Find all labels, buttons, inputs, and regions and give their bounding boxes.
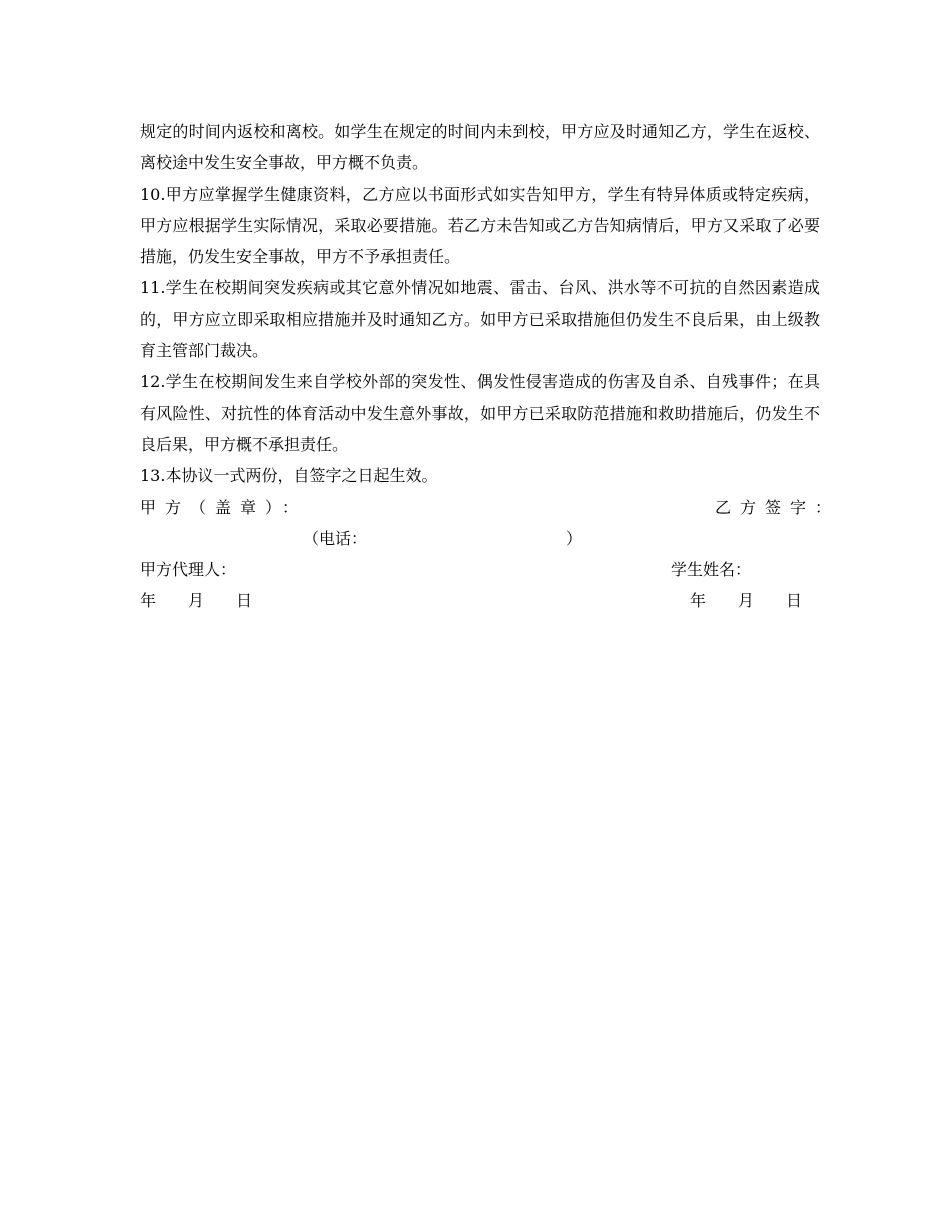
party-a-date: 年 月 日	[140, 591, 253, 611]
signature-row-names	[140, 554, 820, 585]
clause-10: 10.甲方应掌握学生健康资料，乙方应以书面形式如实告知甲方，学生有特异体质或特定疾病，甲方应根据学生实际情况，采取必要措施。若乙方未告知或乙方告知病情后，甲方又采取了必要措施，仍发生安全事故，甲方不予承担责任。	[140, 184, 820, 267]
party-b-sign-label: 乙方签字：	[715, 497, 841, 517]
party-a-seal-label: 甲方（盖章）：	[140, 497, 308, 517]
clause-13: 13.本协议一式两份，自签字之日起生效。	[140, 466, 438, 486]
clause-11: 11.学生在校期间突发疾病或其它意外情况如地震、雷击、台风、洪水等不可抗的自然因素造成的，甲方应立即采取相应措施并及时通知乙方。如甲方已采取措施但仍发生不良后果，由上级教育主管部门裁决。	[140, 278, 820, 361]
phone-label: （电话：	[303, 528, 368, 548]
student-name-label: 学生姓名：	[671, 560, 752, 580]
signature-row-dates	[140, 585, 820, 616]
signature-row-phone	[140, 523, 820, 554]
document-page	[140, 116, 841, 617]
signature-row-parties	[140, 492, 841, 523]
clause-12: 12.学生在校期间发生来自学校外部的突发性、偶发性侵害造成的伤害及自杀、自残事件；在具有风险性、对抗性的体育活动中发生意外事故，如甲方已采取防范措施和救助措施后，仍发生不良后果，甲方概不承担责任。	[140, 372, 820, 454]
phone-close-paren: ）	[566, 528, 583, 548]
paragraph-continuation: 规定的时间内返校和离校。如学生在规定的时间内未到校，甲方应及时通知乙方，学生在返校、离校途中发生安全事故，甲方概不负责。	[140, 122, 820, 173]
party-b-date: 年 月 日	[690, 591, 803, 611]
party-a-agent-label: 甲方代理人：	[140, 560, 237, 580]
